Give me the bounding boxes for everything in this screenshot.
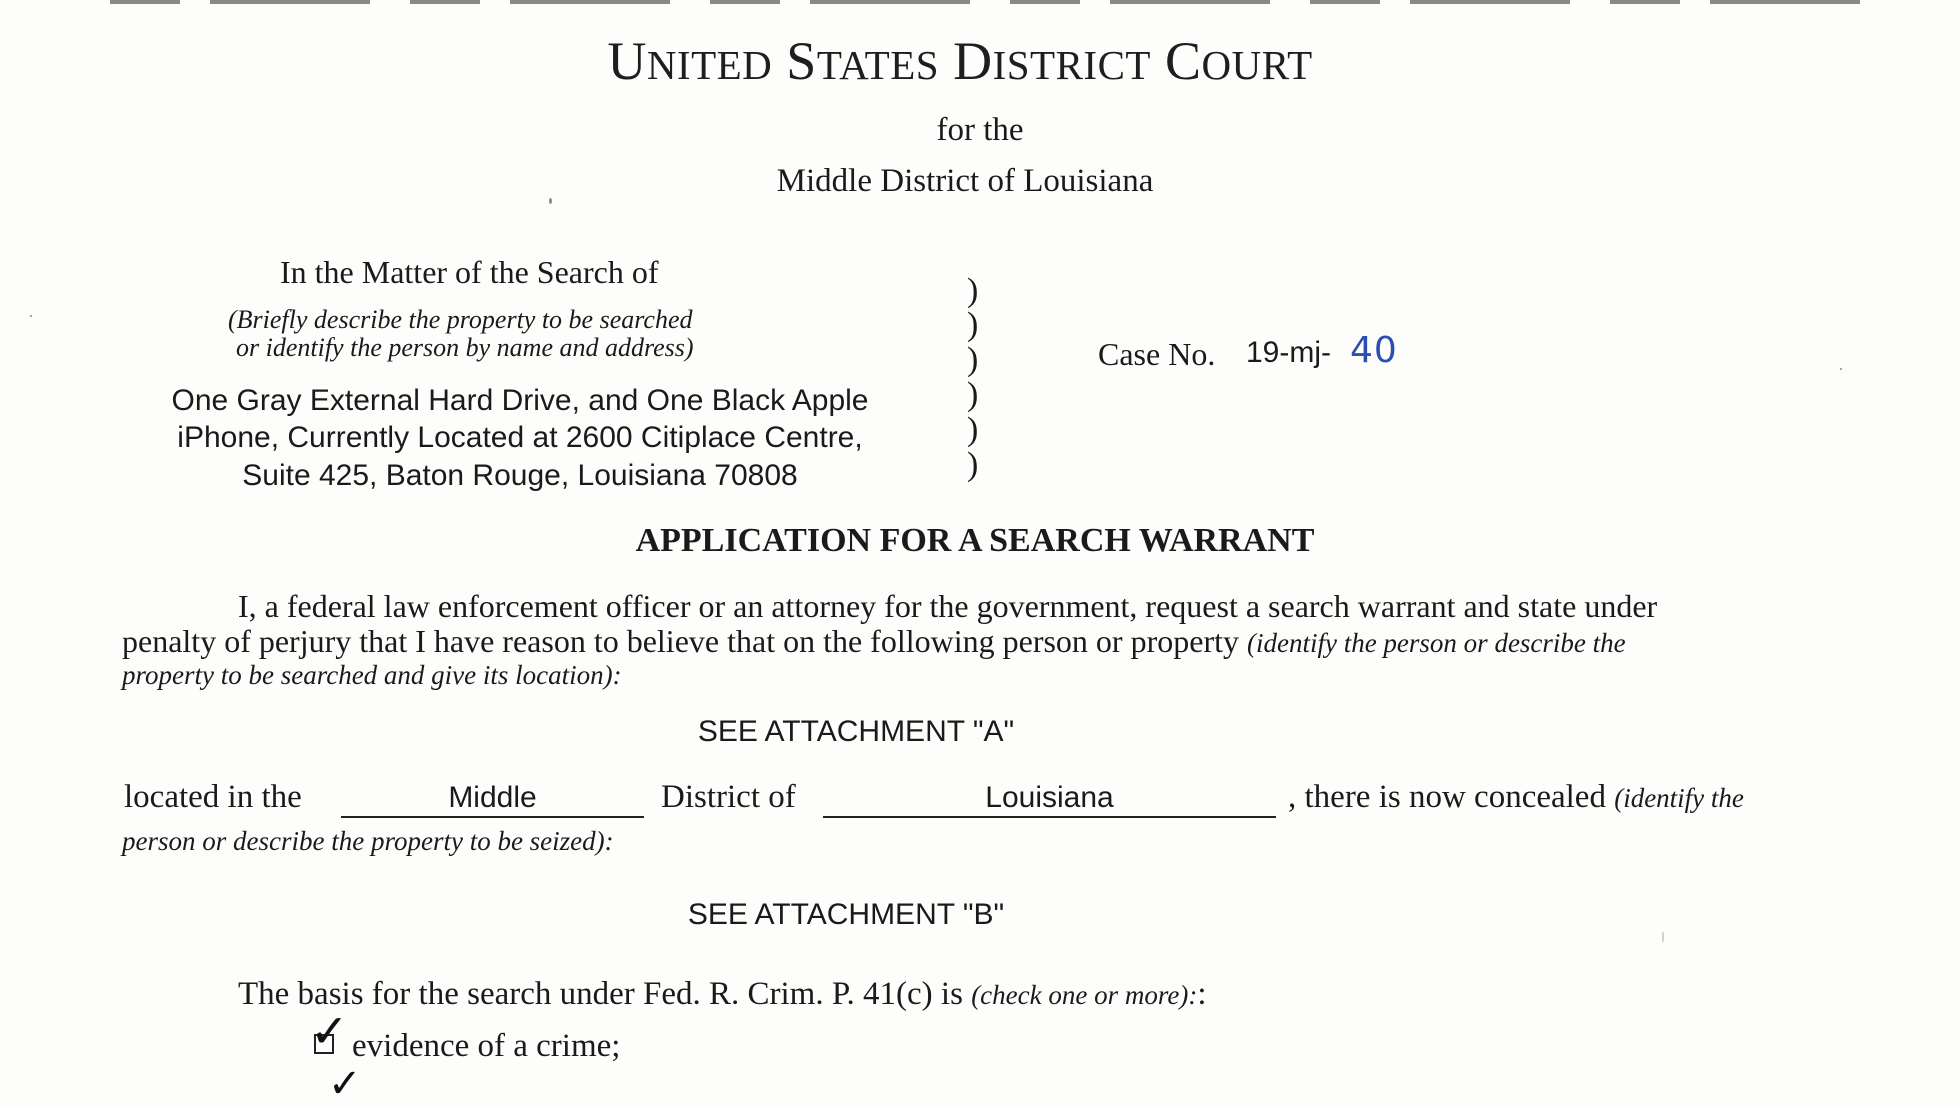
matter-heading: In the Matter of the Search of	[280, 254, 659, 290]
scan-speck	[30, 315, 32, 317]
paragraph-line2-text: penalty of perjury that I have reason to believe that on the following person or property	[122, 623, 1239, 659]
concealed-instruction: (identify the	[1614, 783, 1744, 813]
concealed-statement	[1288, 779, 1744, 816]
case-number-prefix: 19-mj-	[1246, 336, 1332, 369]
scan-speck	[1840, 368, 1842, 370]
court-title-word3-rest: ISTRICT	[992, 42, 1151, 88]
court-title-word4-rest: OURT	[1201, 42, 1313, 88]
application-title: APPLICATION FOR A SEARCH WARRANT	[635, 522, 1315, 559]
court-title-word3-initial: D	[953, 31, 993, 91]
court-title-word1-initial: U	[607, 31, 647, 91]
caption-paren: )	[967, 411, 979, 448]
court-title	[0, 30, 1920, 92]
property-description-line1: One Gray External Hard Drive, and One Black Apple	[171, 384, 869, 417]
caption-instruction-line2: or identify the person by name and address)	[236, 333, 694, 362]
seize-instruction: person or describe the property to be seized):	[122, 826, 614, 856]
scan-top-edge	[110, 0, 1860, 4]
state-blank: Louisiana	[823, 780, 1276, 818]
caption-paren: )	[967, 376, 979, 413]
court-title-word1-rest: NITED	[646, 42, 773, 88]
application-paragraph-line2	[122, 623, 1626, 660]
basis-colon: :	[1197, 976, 1207, 1012]
evidence-option-label: evidence of a crime;	[352, 1028, 621, 1064]
caption-paren: )	[967, 341, 979, 378]
scan-speck	[1662, 931, 1664, 943]
district-name: Middle District of Louisiana	[776, 163, 1154, 199]
court-title-word4-initial: C	[1164, 31, 1202, 91]
check-mark-icon: ✓	[310, 1004, 349, 1058]
case-number-handwritten: 40	[1350, 330, 1398, 371]
application-paragraph-line3: property to be searched and give its location):	[122, 660, 622, 690]
basis-text: The basis for the search under Fed. R. Crim. P. 41(c) is	[238, 976, 963, 1012]
application-paragraph-line1: I, a federal law enforcement officer or an attorney for the government, request a search warrant and state under	[238, 588, 1658, 624]
property-description-line3: Suite 425, Baton Rouge, Louisiana 70808	[242, 459, 798, 492]
caption-paren: )	[967, 446, 979, 483]
basis-instruction: (check one or more):	[971, 980, 1198, 1010]
scan-speck	[549, 198, 552, 204]
district-of-label: District of	[661, 779, 796, 815]
attachment-a-reference: SEE ATTACHMENT "A"	[697, 715, 1015, 748]
basis-statement	[238, 976, 1207, 1013]
paragraph-line2-instruction: (identify the person or describe the	[1246, 628, 1626, 658]
check-mark-icon: ✓	[328, 1061, 362, 1107]
concealed-text: , there is now concealed	[1288, 779, 1606, 815]
district-blank: Middle	[341, 780, 644, 818]
caption-instruction-line1: (Briefly describe the property to be searched	[228, 305, 693, 334]
attachment-b-reference: SEE ATTACHMENT "B"	[687, 898, 1005, 931]
for-the-label: for the	[936, 112, 1024, 148]
property-description-line2: iPhone, Currently Located at 2600 Citiplace Centre,	[177, 421, 863, 454]
caption-paren: )	[967, 306, 979, 343]
court-title-word2-initial: S	[786, 31, 817, 91]
located-in-label: located in the	[124, 779, 302, 815]
caption-paren: )	[967, 272, 979, 309]
court-title-word2-rest: TATES	[816, 42, 940, 88]
case-number-label: Case No.	[1098, 336, 1216, 372]
